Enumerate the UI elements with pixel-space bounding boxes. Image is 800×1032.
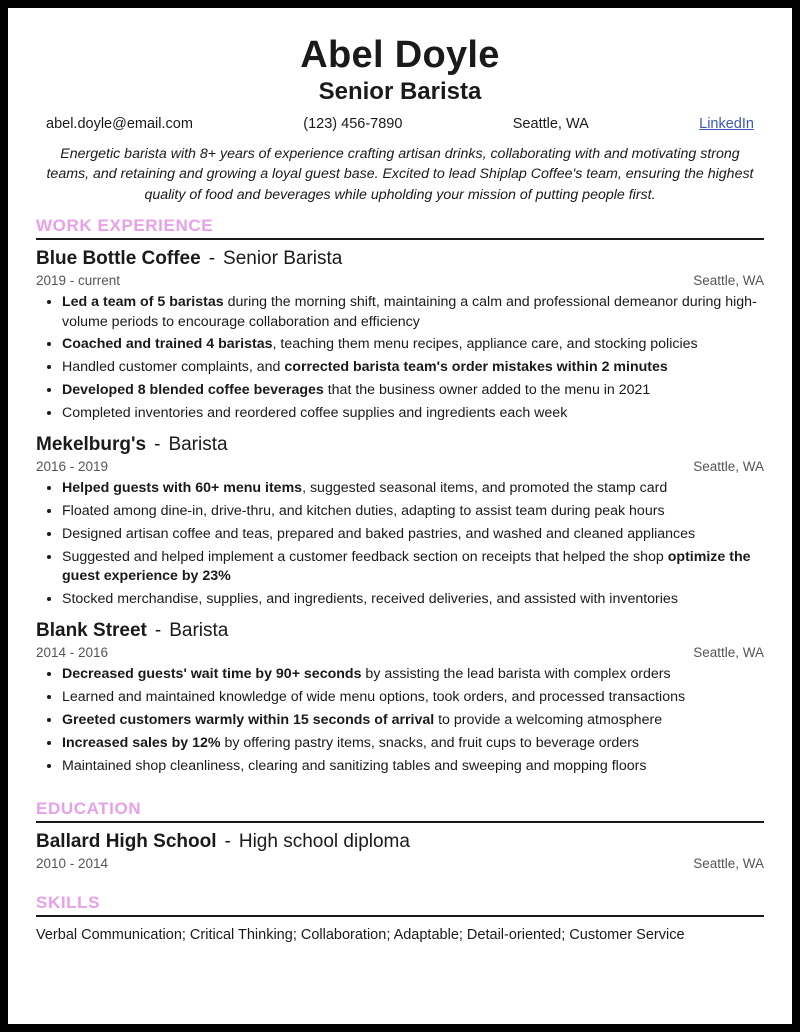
job-entry (36, 620, 764, 776)
work-experience-list (36, 248, 764, 777)
job-location: Seattle, WA (693, 458, 764, 474)
list-item (62, 590, 764, 610)
bullet-emphasis: Developed 8 blended coffee beverages (62, 382, 324, 399)
linkedin-link[interactable]: LinkedIn (699, 115, 754, 132)
bullet-emphasis: Led a team of 5 baristas (62, 293, 224, 310)
education-degree: High school diploma (238, 830, 410, 852)
list-item (62, 665, 764, 685)
job-header (36, 434, 764, 456)
job-company: Blank Street (36, 620, 147, 642)
education-location: Seattle, WA (693, 855, 764, 871)
contact-email: abel.doyle@email.com (46, 115, 193, 132)
professional-summary: Energetic barista with 8+ years of experience crafting artisan drinks, collaborating with and motivating strong teams, and retaining and growing a loyal guest base. Excited to lead Shiplap Coffee's team, ensuring the highest quality of food and beverages while upholding your mission of putting people first. (46, 145, 754, 204)
bullet-emphasis: Decreased guests' wait time by 90+ seconds (62, 666, 362, 683)
list-item (62, 502, 764, 522)
education-header (36, 831, 764, 853)
skills-list: Verbal Communication; Critical Thinking; Collaboration; Adaptable; Detail-oriented; Customer Service (36, 926, 685, 943)
list-item (62, 358, 764, 378)
job-entry (36, 248, 764, 424)
list-item (62, 404, 764, 424)
job-separator: - (154, 620, 162, 642)
candidate-name: Abel Doyle (300, 34, 500, 76)
education-meta (36, 856, 764, 871)
candidate-title: Senior Barista (318, 77, 482, 105)
section-heading-education: EDUCATION (36, 798, 142, 818)
job-entry (36, 434, 764, 610)
section-heading-work-experience: WORK EXPERIENCE (36, 215, 214, 235)
bullet-text: to provide a welcoming atmosphere (434, 711, 663, 728)
list-item (62, 293, 764, 333)
bullet-text: Completed inventories and reordered coffee supplies and ingredients each week (62, 405, 568, 422)
job-meta (36, 273, 764, 288)
job-header (36, 248, 764, 270)
education-dates: 2010 - 2014 (36, 855, 109, 871)
bullet-emphasis: Coached and trained 4 baristas (62, 336, 273, 353)
bullet-emphasis: Increased sales by 12% (62, 734, 221, 751)
job-dates: 2014 - 2016 (36, 645, 109, 661)
education-school: Ballard High School (36, 830, 217, 852)
bullet-text: Learned and maintained knowledge of wide menu options, took orders, and processed transactions (62, 689, 686, 706)
list-item (62, 381, 764, 401)
education-entry (36, 831, 764, 871)
bullet-emphasis: Greeted customers warmly within 15 seconds of arrival (62, 711, 435, 728)
bullet-text: Designed artisan coffee and teas, prepared and baked pastries, and washed and cleaned appliances (62, 525, 696, 542)
job-separator: - (208, 247, 216, 269)
job-dates: 2019 - current (36, 272, 121, 288)
job-dates: 2016 - 2019 (36, 458, 109, 474)
job-role: Barista (169, 620, 229, 642)
bullet-text: during the morning shift, maintaining a calm and professional demeanor during high-volume periods to encourage collaboration and efficiency (62, 293, 757, 330)
bullet-text: Handled customer complaints, and (62, 359, 285, 376)
list-item (62, 479, 764, 499)
education-list (36, 831, 764, 871)
job-bullets (36, 293, 764, 424)
bullet-text: that the business owner added to the menu in 2021 (323, 382, 651, 399)
job-role: Senior Barista (223, 247, 343, 269)
bullet-text: by assisting the lead barista with complex orders (361, 666, 671, 683)
contact-row (36, 116, 764, 132)
list-item (62, 335, 764, 355)
section-divider-education (36, 821, 764, 823)
job-company: Mekelburg's (36, 433, 147, 455)
section-divider-skills (36, 915, 764, 917)
list-item (62, 548, 764, 588)
contact-phone: (123) 456-7890 (303, 115, 403, 132)
job-role: Barista (168, 433, 228, 455)
list-item (62, 711, 764, 731)
education-separator: - (224, 830, 231, 852)
job-separator: - (154, 433, 161, 455)
job-bullets (36, 479, 764, 610)
list-item (62, 734, 764, 754)
section-heading-skills: SKILLS (36, 892, 101, 912)
job-company: Blue Bottle Coffee (36, 247, 201, 269)
bullet-text: Maintained shop cleanliness, clearing and sanitizing tables and sweeping and mopping floors (62, 757, 647, 774)
job-location: Seattle, WA (693, 645, 764, 661)
list-item (62, 757, 764, 777)
bullet-emphasis: corrected barista team's order mistakes within 2 minutes (284, 359, 668, 376)
list-item (62, 688, 764, 708)
bullet-emphasis: Helped guests with 60+ menu items (62, 479, 303, 496)
job-meta (36, 645, 764, 660)
bullet-text: Stocked merchandise, supplies, and ingredients, received deliveries, and assisted with inventories (62, 591, 678, 608)
bullet-text: , suggested seasonal items, and promoted the stamp card (302, 479, 668, 496)
job-header (36, 620, 764, 642)
section-divider-work (36, 238, 764, 240)
job-location: Seattle, WA (693, 272, 764, 288)
bullet-emphasis: optimize the guest experience by 23% (62, 548, 751, 585)
resume-page (8, 8, 792, 1024)
job-bullets (36, 665, 764, 776)
job-meta (36, 459, 764, 474)
bullet-text: by offering pastry items, snacks, and fruit cups to beverage orders (220, 734, 640, 751)
bullet-text: Suggested and helped implement a customer feedback section on receipts that helped the shop (62, 548, 668, 565)
bullet-text: Floated among dine-in, drive-thru, and kitchen duties, adapting to assist team during peak hours (62, 502, 665, 519)
contact-location: Seattle, WA (512, 115, 589, 132)
bullet-text: , teaching them menu recipes, appliance care, and stocking policies (272, 336, 698, 353)
list-item (62, 525, 764, 545)
